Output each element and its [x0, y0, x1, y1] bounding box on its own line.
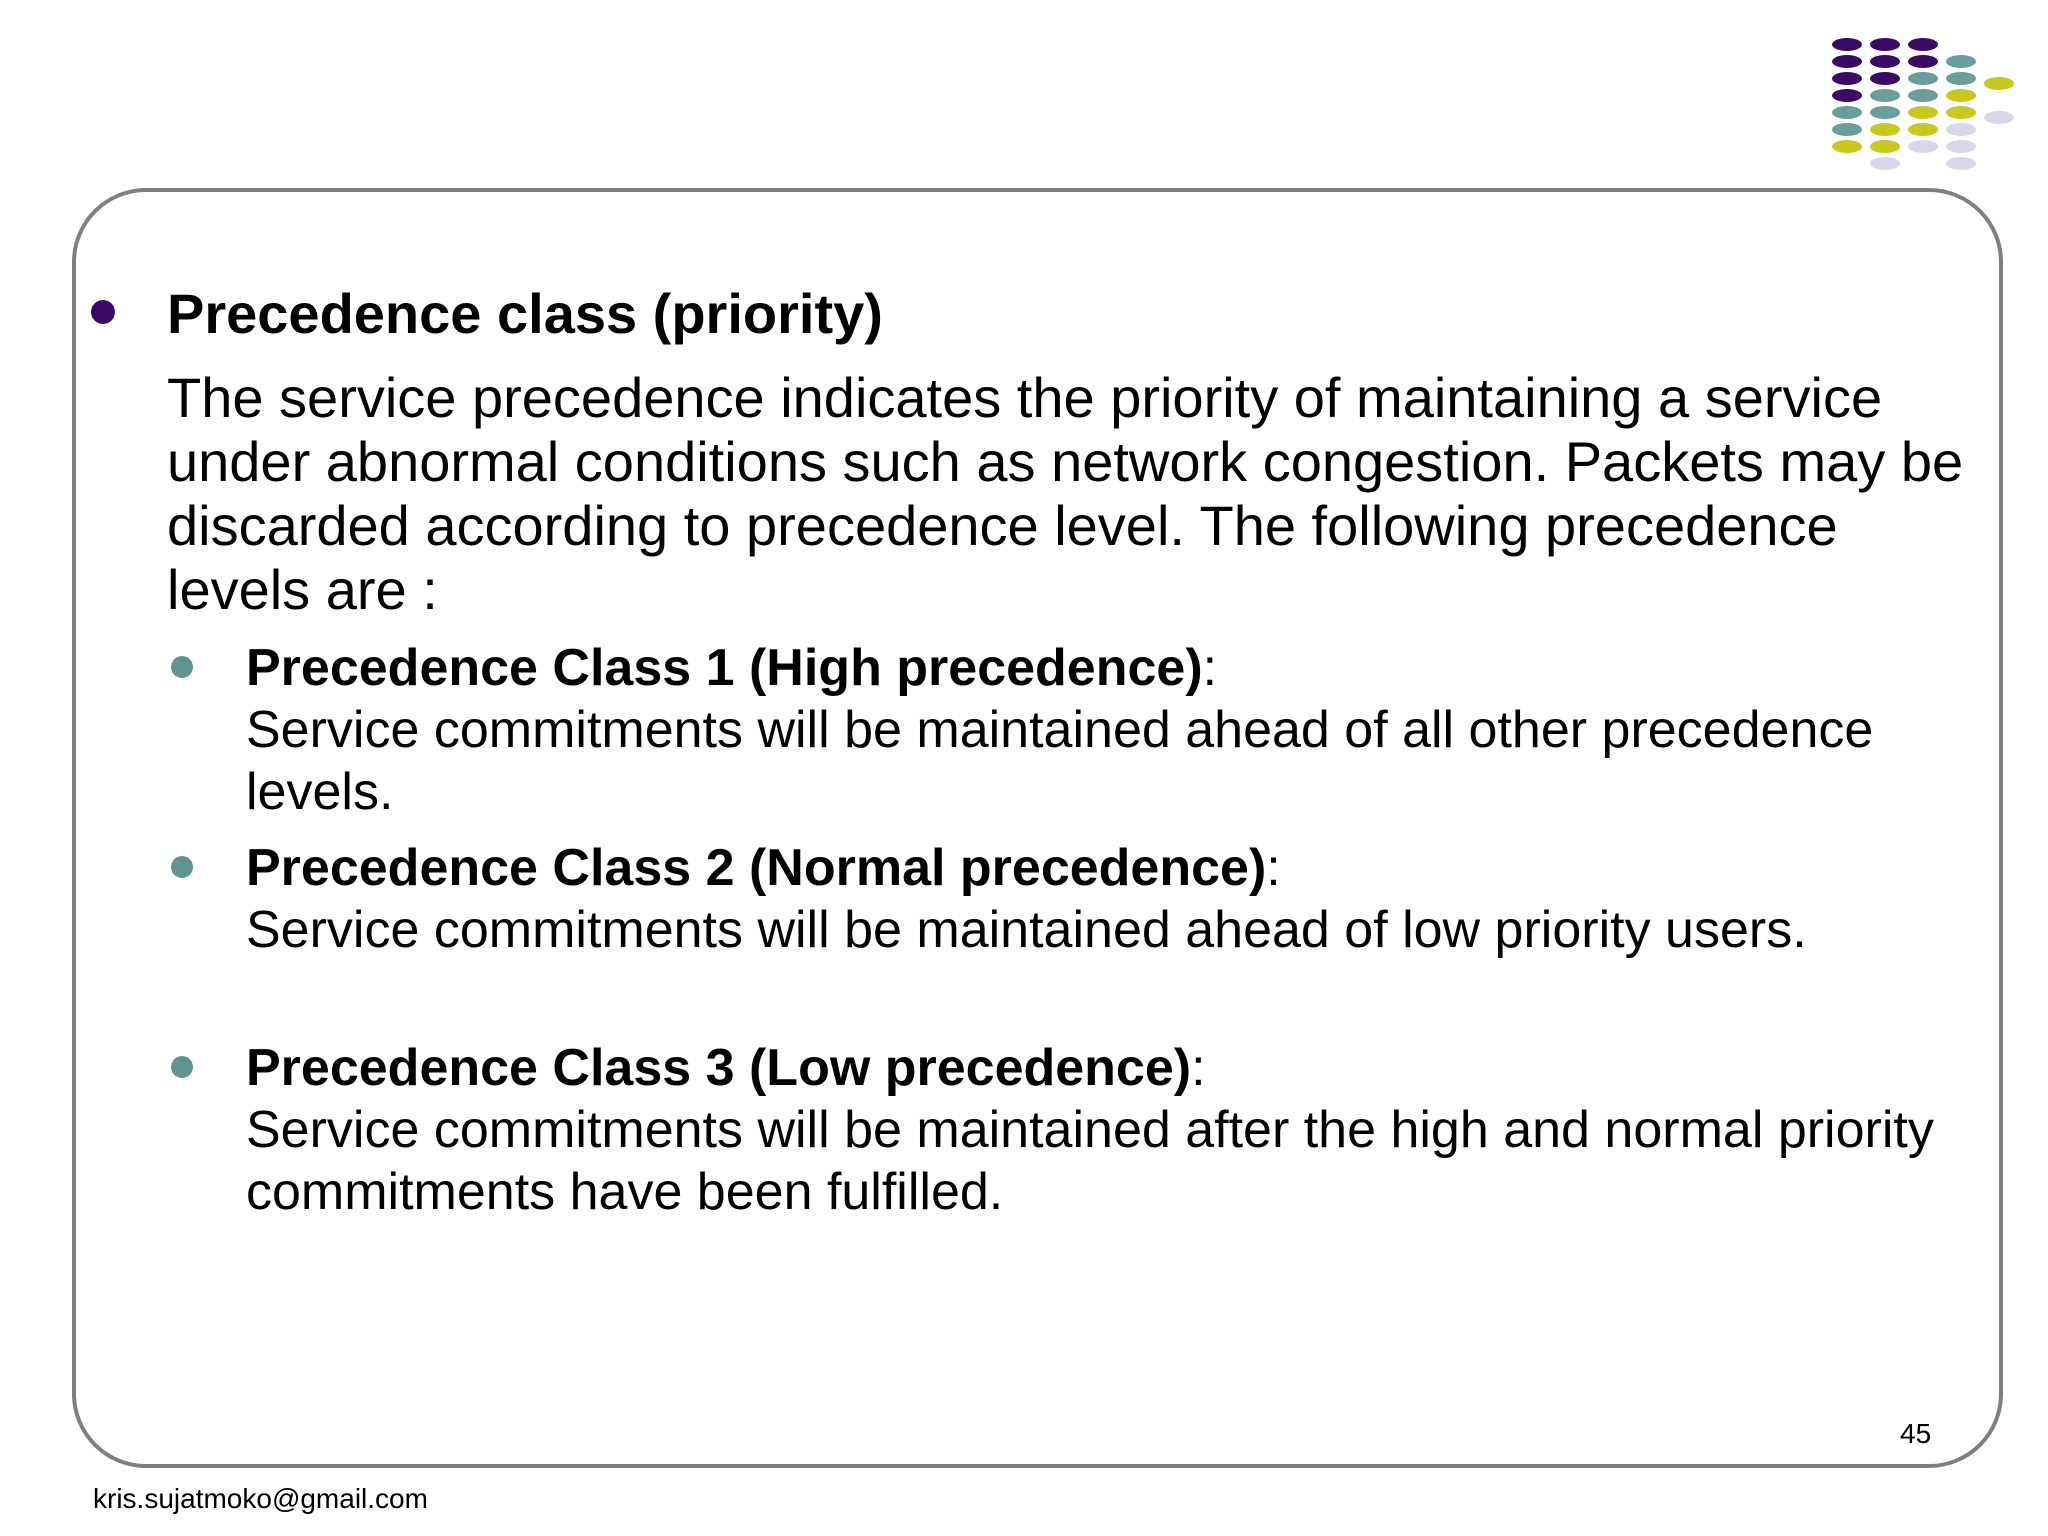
- decor-dot: [1870, 157, 1900, 170]
- decor-dot: [1946, 55, 1976, 68]
- footer-email: kris.sujatmoko@gmail.com: [93, 1483, 428, 1514]
- decor-dot: [1870, 38, 1900, 51]
- item-title: Precedence Class 3 (Low precedence): [246, 1039, 1192, 1097]
- decor-dot: [1984, 111, 2014, 124]
- decor-dot: [1832, 123, 1862, 136]
- decor-dot: [1946, 140, 1976, 153]
- item-text: Service commitments will be maintained ahead of low priority users.: [246, 901, 1807, 959]
- item-colon: :: [1191, 1039, 1206, 1097]
- item-title: Precedence Class 2 (Normal precedence): [246, 839, 1267, 897]
- decor-dot: [1946, 106, 1976, 119]
- list-item: [246, 637, 1946, 823]
- decor-dot: [1946, 157, 1976, 170]
- slide-heading: Precedence class (priority): [167, 282, 883, 345]
- intro-paragraph: The service precedence indicates the priority of maintaining a service under abnormal conditions such as network congestion. Packets may be discarded according to precedence level. The following precedence levels are :: [167, 366, 1964, 621]
- decor-dot: [1946, 89, 1976, 102]
- bullet-icon: [171, 656, 193, 678]
- decor-dot: [1832, 72, 1862, 85]
- decor-dot: [1832, 106, 1862, 119]
- decor-dot: [1832, 55, 1862, 68]
- item-text: Service commitments will be maintained ahead of all other precedence levels.: [246, 701, 1874, 821]
- decor-dot: [1908, 106, 1938, 119]
- item-title: Precedence Class 1 (High precedence): [246, 639, 1203, 697]
- decor-dot: [1870, 140, 1900, 153]
- decor-dot: [1870, 55, 1900, 68]
- decor-dot: [1946, 123, 1976, 136]
- decorative-dot-grid: [1832, 38, 2012, 178]
- decor-dot: [1832, 89, 1862, 102]
- decor-dot: [1908, 72, 1938, 85]
- decor-dot: [1870, 89, 1900, 102]
- item-colon: :: [1266, 839, 1281, 897]
- decor-dot: [1832, 38, 1862, 51]
- list-item: [246, 1037, 1946, 1223]
- decor-dot: [1984, 77, 2014, 90]
- decor-dot: [1946, 72, 1976, 85]
- bullet-icon: [171, 856, 193, 878]
- bullet-icon: [171, 1056, 193, 1078]
- decor-dot: [1908, 140, 1938, 153]
- decor-dot: [1908, 55, 1938, 68]
- decor-dot: [1832, 140, 1862, 153]
- list-item: [246, 837, 1946, 961]
- decor-dot: [1870, 72, 1900, 85]
- item-text: Service commitments will be maintained after the high and normal priority commitments have been fulfilled.: [246, 1101, 1934, 1221]
- decor-dot: [1870, 123, 1900, 136]
- bullet-icon: [91, 300, 115, 324]
- page-number: 45: [1900, 1418, 1932, 1449]
- decor-dot: [1908, 123, 1938, 136]
- item-colon: :: [1202, 639, 1218, 697]
- decor-dot: [1870, 106, 1900, 119]
- decor-dot: [1908, 38, 1938, 51]
- decor-dot: [1908, 89, 1938, 102]
